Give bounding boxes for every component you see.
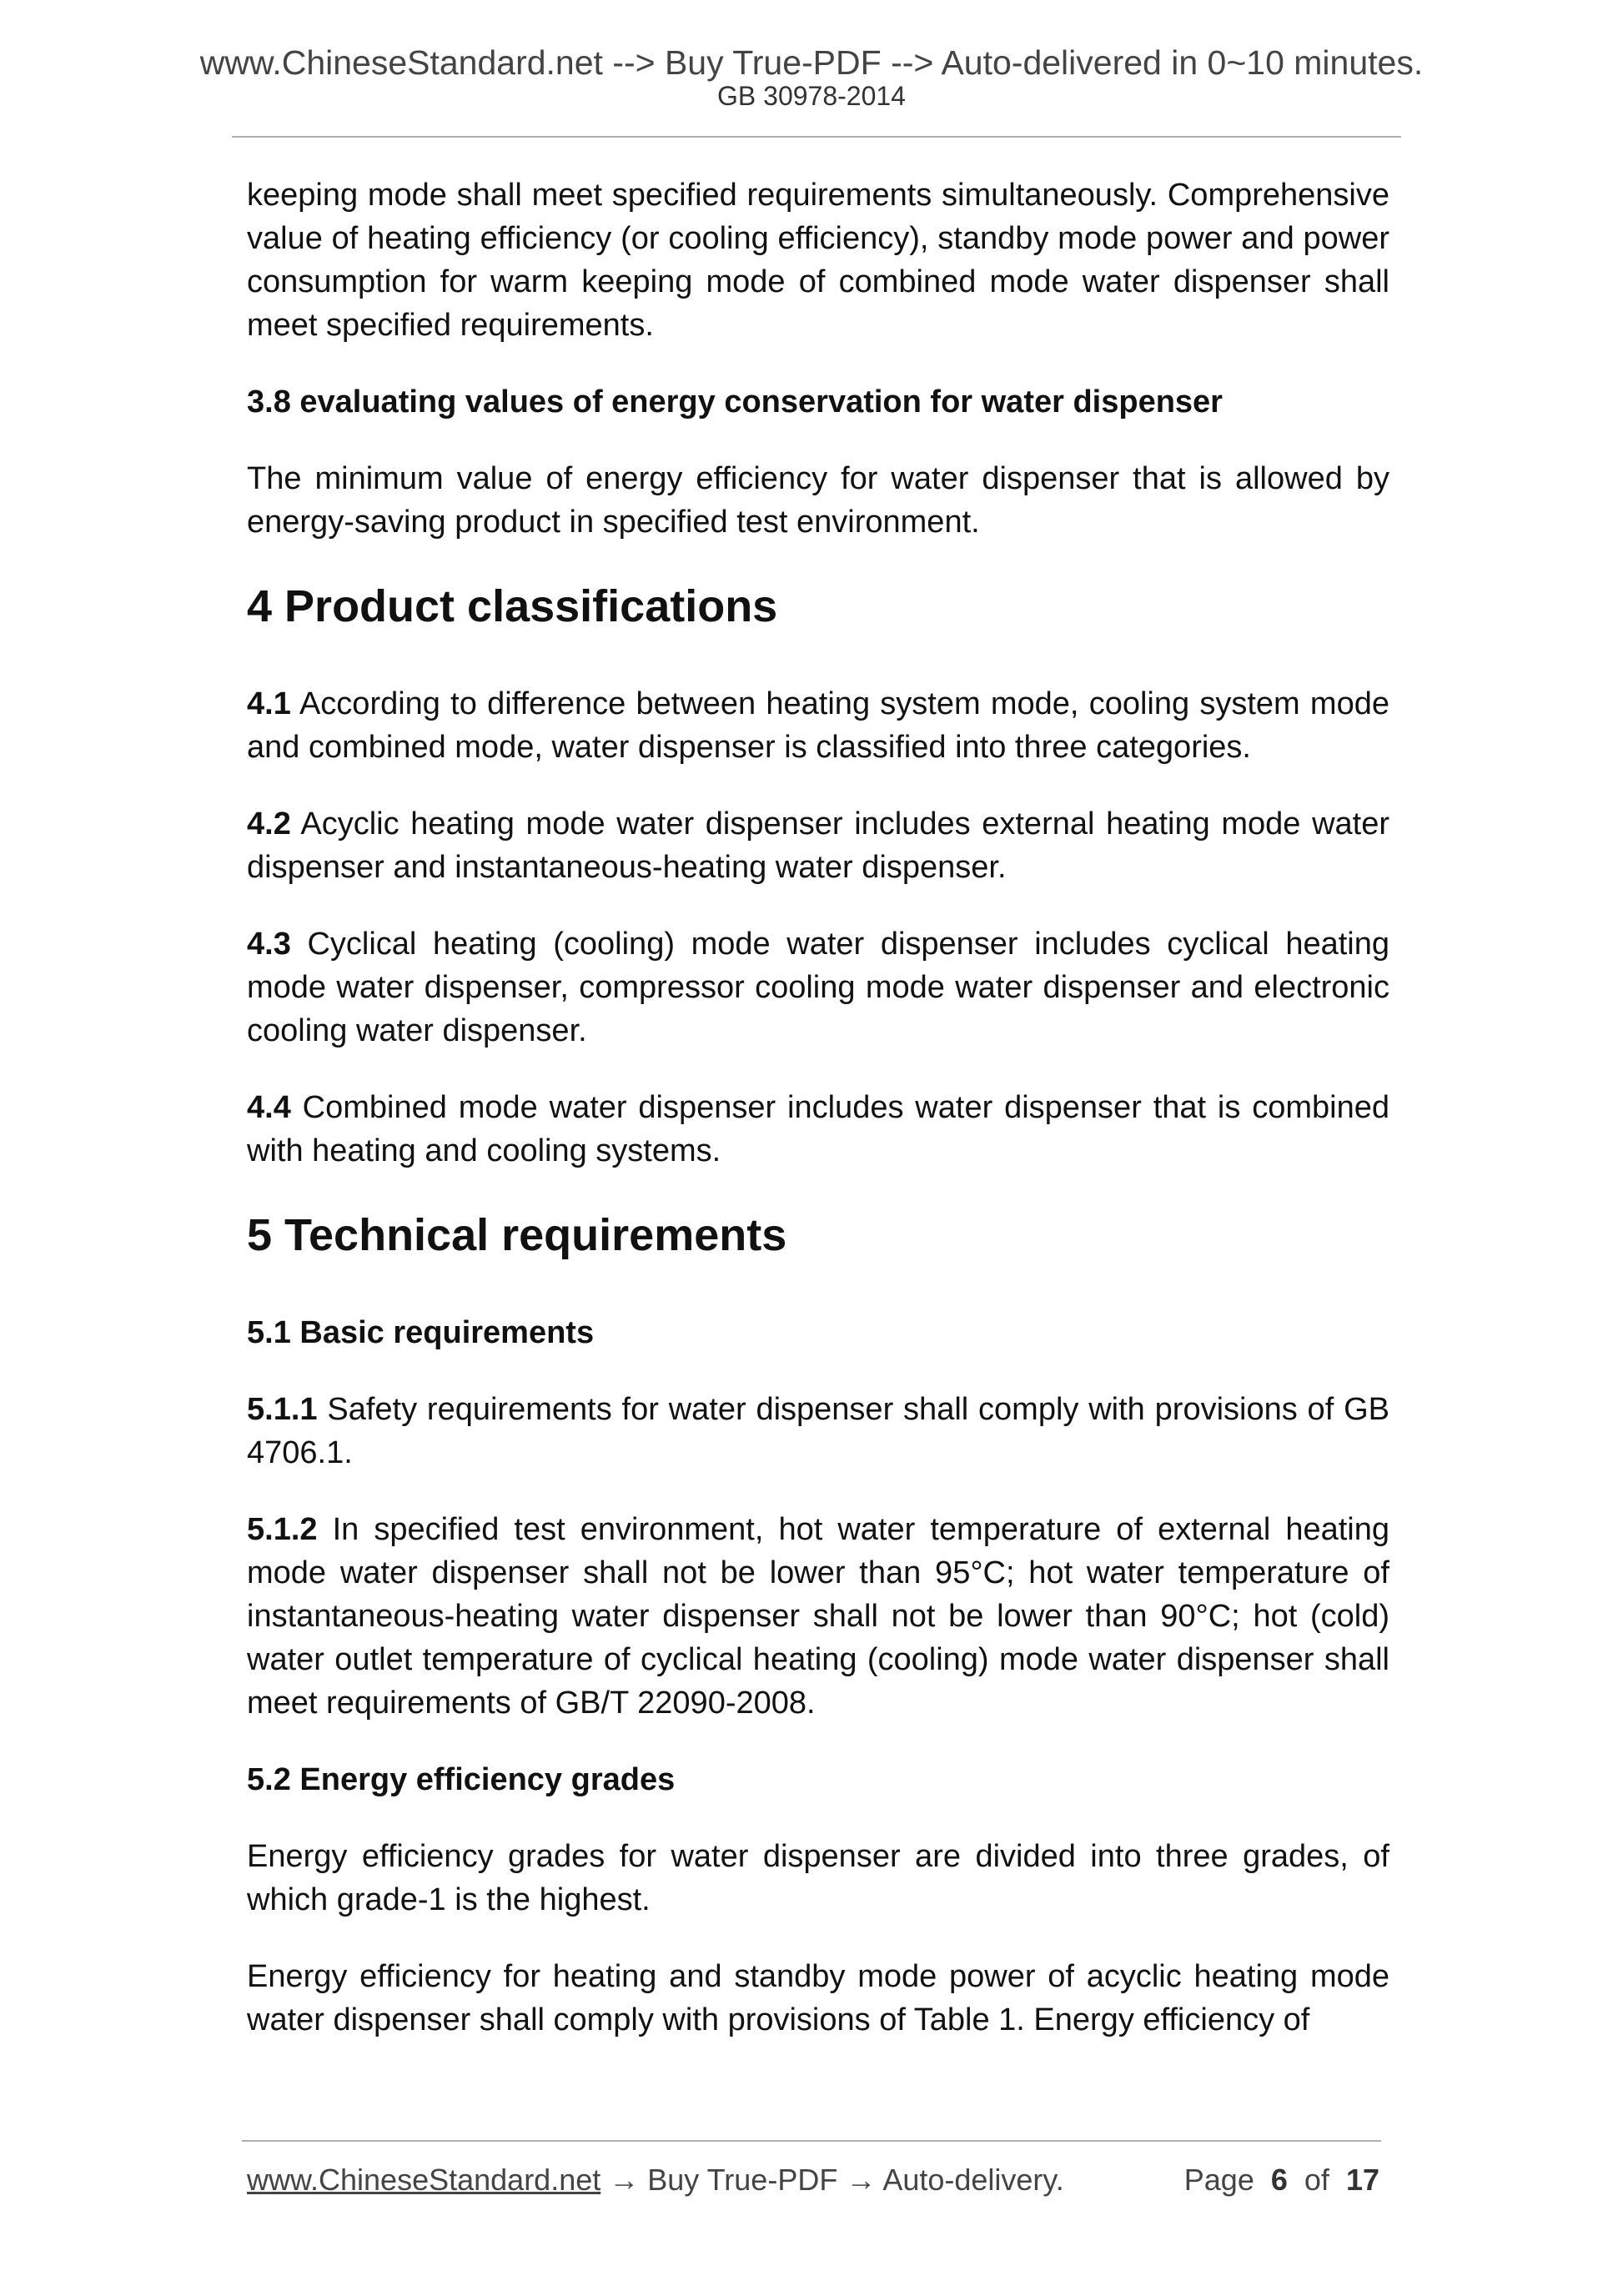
clause-text: According to difference between heating system mode, cooling system mode and combined mode, water dispenser is classified into three categories. (247, 686, 1389, 765)
clause-text: Safety requirements for water dispenser shall comply with provisions of GB 4706.1. (247, 1392, 1389, 1470)
clause-5-1-1 (247, 1388, 1389, 1475)
clause-4-3 (247, 922, 1389, 1053)
clause-5-2-paragraph-b: Energy efficiency for heating and standby mode power of acyclic heating mode water dispenser shall comply with provisions of Table 1. Energy efficiency of (247, 1959, 1389, 2037)
header-divider (232, 136, 1401, 138)
clause-number: 4.4 (247, 1090, 291, 1125)
clause-text: In specified test environment, hot water temperature of external heating mode water dispenser shall not be lower than 95°C; hot water temperature of instantaneous-heating water dispenser shall not be lower than 90°C; hot (cold) water outlet temperature of cyclical heating (cooling) mode water dispenser shall meet requirements of GB/T 22090-2008. (247, 1512, 1389, 1721)
clause-3-8-paragraph: The minimum value of energy efficiency for water dispenser that is allowed by energy-saving product in specified test environment. (247, 461, 1389, 540)
clause-3-8-heading: 3.8 evaluating values of energy conservation for water dispenser (247, 384, 1223, 420)
site-banner: www.ChineseStandard.net --> Buy True-PDF --> Auto-delivered in 0~10 minutes. (199, 43, 1424, 82)
clause-number: 4.1 (247, 686, 291, 721)
total-pages: 17 (1345, 2163, 1379, 2197)
clause-number: 4.3 (247, 927, 291, 962)
clause-text: Combined mode water dispenser includes water dispenser that is combined with heating and cooling systems. (247, 1090, 1389, 1168)
clause-4-2 (247, 802, 1389, 889)
page-indicator (1184, 2162, 1379, 2198)
clause-5-2-heading: 5.2 Energy efficiency grades (247, 1762, 676, 1797)
clause-number: 4.2 (247, 806, 291, 842)
current-page-number: 6 (1270, 2163, 1288, 2197)
section-5-heading: 5 Technical requirements (247, 1210, 787, 1260)
clause-5-1-2 (247, 1508, 1389, 1725)
clause-text: Cyclical heating (cooling) mode water dispenser includes cyclical heating mode water dispenser, compressor cooling mode water dispenser and electronic cooling water dispenser. (247, 927, 1389, 1048)
document-code: GB 30978-2014 (717, 81, 906, 111)
clause-number: 5.1.2 (247, 1512, 318, 1547)
page-footer (247, 2162, 1379, 2198)
page-content (247, 173, 1389, 2075)
footer-left (247, 2162, 1064, 2198)
footer-divider (242, 2140, 1381, 2142)
clause-4-1 (247, 682, 1389, 769)
section-4-heading: 4 Product classifications (247, 581, 778, 631)
of-word: of (1304, 2163, 1329, 2197)
clause-5-2-paragraph-a: Energy efficiency grades for water dispenser are divided into three grades, of which grade-1 is the highest. (247, 1839, 1389, 1917)
clause-4-4 (247, 1086, 1389, 1173)
clause-text: Acyclic heating mode water dispenser includes external heating mode water dispenser and instantaneous-heating water dispenser. (247, 806, 1389, 885)
footer-tagline: → Buy True-PDF → Auto-delivery. (600, 2163, 1064, 2197)
intro-paragraph: keeping mode shall meet specified requirements simultaneously. Comprehensive value of heating efficiency (or cooling efficiency), standby mode power and power consumption for warm keeping mode of combined mode water dispenser shall meet specified requirements. (247, 178, 1389, 343)
clause-number: 5.1.1 (247, 1392, 318, 1427)
clause-5-1-heading: 5.1 Basic requirements (247, 1315, 595, 1350)
page-word: Page (1183, 2163, 1254, 2197)
footer-site-link[interactable]: www.ChineseStandard.net (247, 2163, 601, 2197)
